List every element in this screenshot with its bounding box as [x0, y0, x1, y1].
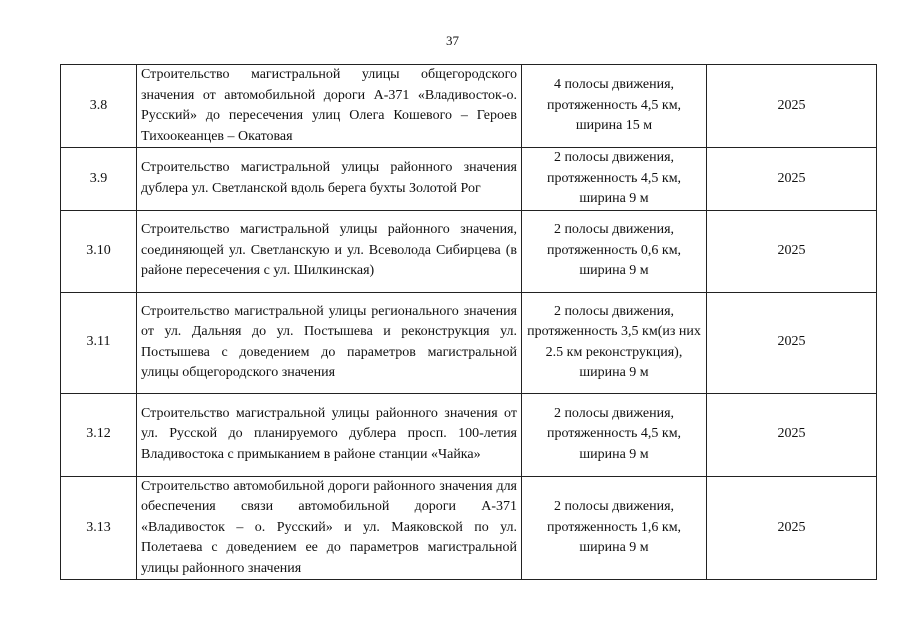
row-number: 3.9	[61, 148, 137, 211]
table-row	[61, 476, 877, 580]
table-row	[61, 393, 877, 476]
row-description: Строительство магистральной улицы регионального значения от ул. Дальняя до ул. Постышева и реконструкция ул. Постышева с доведением до параметров магистральной улицы общегородского значения	[137, 292, 522, 393]
row-year: 2025	[707, 210, 877, 292]
row-year: 2025	[707, 65, 877, 148]
construction-table	[60, 64, 877, 580]
row-description: Строительство магистральной улицы районного значения от ул. Русской до планируемого дублера просп. 100-летия Владивостока с примыканием в районе станции «Чайка»	[137, 393, 522, 476]
row-parameters: 2 полосы движения, протяженность 4,5 км, ширина 9 м	[522, 393, 707, 476]
table-row	[61, 210, 877, 292]
table-row	[61, 65, 877, 148]
row-number: 3.13	[61, 476, 137, 580]
row-year: 2025	[707, 476, 877, 580]
row-parameters: 2 полосы движения, протяженность 1,6 км, ширина 9 м	[522, 476, 707, 580]
page-number: 37	[446, 33, 459, 48]
row-number: 3.8	[61, 65, 137, 148]
row-number: 3.11	[61, 292, 137, 393]
row-year: 2025	[707, 393, 877, 476]
table-row	[61, 148, 877, 211]
row-description: Строительство магистральной улицы районного значения, соединяющей ул. Светланскую и ул. Всеволода Сибирцева (в районе пересечения с ул. Шилкинская)	[137, 210, 522, 292]
row-year: 2025	[707, 148, 877, 211]
row-description: Строительство автомобильной дороги районного значения для обеспечения связи автомобильной дороги А-371 «Владивосток – о. Русский» и ул. Маяковской по ул. Полетаева с доведением ее до параметров магистральной улицы районного значения	[137, 476, 522, 580]
row-parameters: 2 полосы движения, протяженность 4,5 км, ширина 9 м	[522, 148, 707, 211]
row-description: Строительство магистральной улицы общегородского значения от автомобильной дороги А-371 «Владивосток-о. Русский» до пересечения улиц Олега Кошевого – Героев Тихоокеанцев – Окатовая	[137, 65, 522, 148]
row-number: 3.12	[61, 393, 137, 476]
row-year: 2025	[707, 292, 877, 393]
row-parameters: 4 полосы движения, протяженность 4,5 км, ширина 15 м	[522, 65, 707, 148]
row-number: 3.10	[61, 210, 137, 292]
row-parameters: 2 полосы движения, протяженность 3,5 км(из них 2.5 км реконструкция), ширина 9 м	[522, 292, 707, 393]
row-description: Строительство магистральной улицы районного значения дублера ул. Светланской вдоль берега бухты Золотой Рог	[137, 148, 522, 211]
row-parameters: 2 полосы движения, протяженность 0,6 км, ширина 9 м	[522, 210, 707, 292]
table-row	[61, 292, 877, 393]
